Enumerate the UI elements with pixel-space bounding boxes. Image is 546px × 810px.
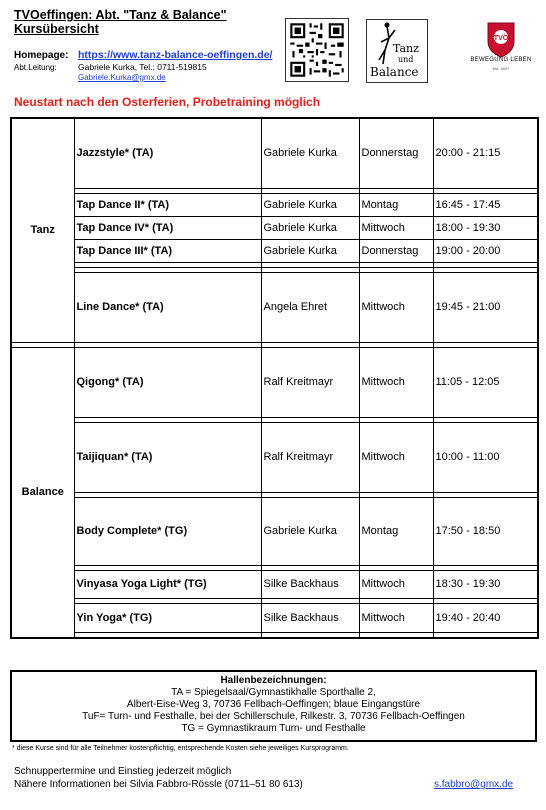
course-time: 20:00 - 21:15 [433,118,538,188]
course-teacher: Gabriele Kurka [261,193,359,216]
course-day: Mittwoch [359,603,433,632]
document-title: TVOeffingen: Abt. "Tanz & Balance" [14,8,227,22]
leitung-label: Abt.Leitung: [14,63,57,72]
course-time: 18:00 - 19:30 [433,216,538,239]
course-teacher: Gabriele Kurka [261,497,359,565]
table-row [11,118,538,188]
club-motto: BEWEGUNG LEBEN [470,57,532,63]
hall-legend [10,670,537,742]
contact-email-link[interactable]: s.fabbro@gmx.de [434,779,514,790]
logo-word-und: und [398,55,414,64]
course-time: 17:50 - 18:50 [433,497,538,565]
course-time: 16:45 - 17:45 [433,193,538,216]
course-teacher: Gabriele Kurka [261,216,359,239]
legend-line: TA = Spiegelsaal/Gymnastikhalle Sporthalle 2, [171,687,376,698]
course-time: 19:00 - 20:00 [433,239,538,262]
legend-title: Hallenbezeichnungen: [220,675,327,686]
tanz-balance-logo [366,19,428,83]
course-day: Mittwoch [359,347,433,417]
course-teacher: Silke Backhaus [261,603,359,632]
legend-line: TuF= Turn- und Festhalle, bei der Schillerschule, Rilkestr. 3, 70736 Fellbach-Oeffingen [82,711,465,722]
club-established: est. 1897 [492,66,510,71]
course-day: Mittwoch [359,272,433,342]
table-row [11,216,538,239]
logo-word-tanz: Tanz [393,42,419,55]
course-table [10,117,539,639]
course-time: 19:45 - 21:00 [433,272,538,342]
course-teacher: Ralf Kreitmayr [261,422,359,492]
contact-info: Nähere Informationen bei Silvia Fabbro-Rössle (0711–51 80 613) [14,779,303,790]
document-subtitle: Kursübersicht [14,22,99,36]
group-label-tanz: Tanz [11,118,74,342]
club-shield-icon [470,19,532,59]
cost-footnote: * diese Kurse sind für alle Teilnehmer kostenpflichtig, entsprechende Kosten siehe jeweiliges Kursprogramm. [12,745,349,752]
course-name: Body Complete* (TG) [74,497,261,565]
course-day: Donnerstag [359,239,433,262]
homepage-link[interactable]: https://www.tanz-balance-oeffingen.de/ [78,49,273,61]
legend-line: TG = Gymnastikraum Turn- und Festhalle [181,723,366,734]
trial-info: Schnuppertermine und Einstieg jederzeit möglich [14,766,232,777]
group-label-balance: Balance [11,347,74,638]
table-row [11,239,538,262]
table-row [11,497,538,565]
course-day: Mittwoch [359,422,433,492]
table-spacer-row [11,632,538,638]
course-teacher: Gabriele Kurka [261,239,359,262]
course-day: Montag [359,193,433,216]
table-row [11,422,538,492]
course-name: Jazzstyle* (TA) [74,118,261,188]
course-name: Taijiquan* (TA) [74,422,261,492]
restart-notice: Neustart nach den Osterferien, Probetraining möglich [14,95,321,109]
table-row [11,272,538,342]
course-name: Line Dance* (TA) [74,272,261,342]
course-time: 18:30 - 19:30 [433,570,538,598]
table-row [11,570,538,598]
club-initials: TVÖ [493,35,509,42]
logo-word-balance: Balance [370,65,419,79]
table-row [11,603,538,632]
qr-code-icon [285,18,349,82]
homepage-label: Homepage: [14,50,69,61]
legend-line: Albert-Eise-Weg 3, 70736 Fellbach-Oeffingen; blaue Eingangstüre [126,699,421,710]
course-time: 10:00 - 11:00 [433,422,538,492]
course-teacher: Gabriele Kurka [261,118,359,188]
course-name: Tap Dance II* (TA) [74,193,261,216]
course-name: Yin Yoga* (TG) [74,603,261,632]
course-teacher: Silke Backhaus [261,570,359,598]
table-row [11,347,538,417]
leitung-contact: Gabriele Kurka, Tel.: 0711-519815 [78,62,207,72]
course-name: Tap Dance IV* (TA) [74,216,261,239]
course-teacher: Ralf Kreitmayr [261,347,359,417]
course-name: Tap Dance III* (TA) [74,239,261,262]
leitung-email-link[interactable]: Gabriele.Kurka@gmx.de [78,73,166,82]
course-teacher: Angela Ehret [261,272,359,342]
course-day: Montag [359,497,433,565]
club-logo [470,19,530,79]
course-name: Vinyasa Yoga Light* (TG) [74,570,261,598]
course-time: 19:40 - 20:40 [433,603,538,632]
table-row [11,193,538,216]
course-name: Qigong* (TA) [74,347,261,417]
course-time: 11:05 - 12:05 [433,347,538,417]
course-day: Donnerstag [359,118,433,188]
course-day: Mittwoch [359,216,433,239]
course-day: Mittwoch [359,570,433,598]
